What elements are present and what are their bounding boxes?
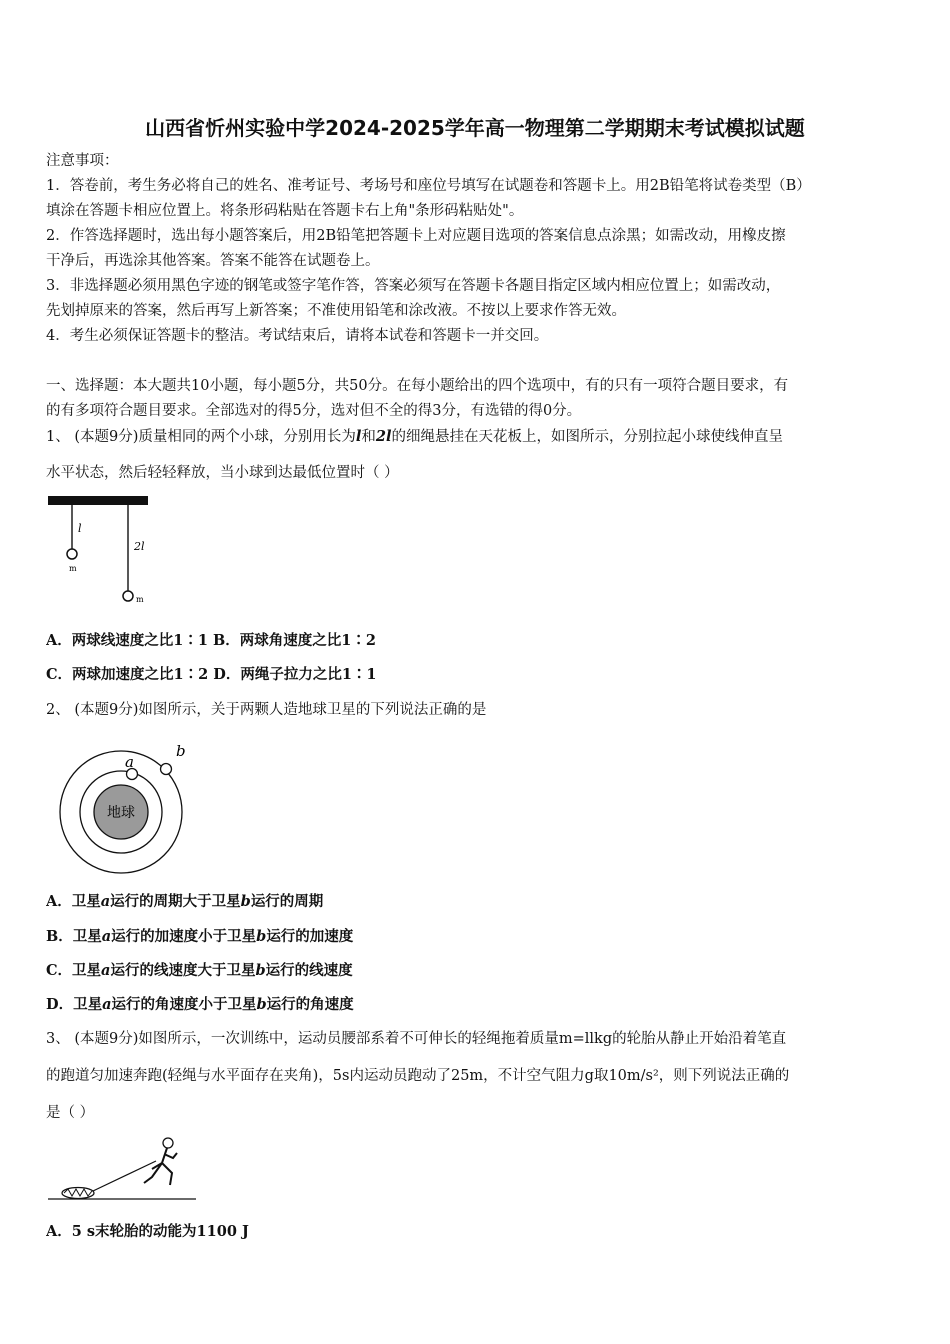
- notice-line: 填涂在答题卡相应位置上。将条形码粘贴在答题卡右上角"条形码粘贴处"。: [46, 203, 524, 219]
- q2-option-a: [46, 891, 908, 913]
- option-text: 运行的线速度: [265, 962, 353, 979]
- question-3-stem: 3、 (本题9分)如图所示，一次训练中，运动员腰部系着不可伸长的轻绳拖着质量m=llkg的轮胎从静止开始沿着笔直: [46, 1031, 787, 1047]
- question-1-stem: [46, 426, 908, 448]
- notice-line: 干净后，再选涂其他答案。答案不能答在试题卷上。: [46, 253, 380, 269]
- option-text: 运行的周期大于卫星: [110, 893, 241, 910]
- label-m2: m: [136, 595, 144, 604]
- satellite-b: [161, 764, 172, 775]
- option-text: 卫星: [71, 893, 101, 910]
- section-instructions: 的有多项符合题目要求。全部选对的得5分，选对但不全的得3分，有选错的得0分。: [46, 403, 582, 419]
- question-3-stem: 是（ ）: [46, 1105, 95, 1121]
- q1-var-l: l: [355, 428, 362, 445]
- question-3-stem: 的跑道匀加速奔跑(轻绳与水平面存在夹角)，5s内运动员跑动了25m，不计空气阻力g取10m/s²，则下列说法正确的: [46, 1068, 790, 1084]
- option-text: 运行的线速度大于卫星: [110, 962, 256, 979]
- q1-prefix: 1、 (本题9分)质量相同的两个小球，分别用长为: [46, 429, 356, 445]
- option-text: 运行的加速度: [266, 928, 354, 945]
- q1-suffix: 的细绳悬挂在天花板上，如图所示，分别拉起小球使线伸直呈: [391, 429, 783, 445]
- rope: [93, 1161, 156, 1191]
- runner-body: [144, 1148, 177, 1185]
- option-var: b: [256, 996, 267, 1013]
- option-var: a: [101, 962, 111, 979]
- option-label: C．: [46, 962, 73, 979]
- option-text: 卫星: [72, 962, 102, 979]
- option-label: D．: [46, 996, 74, 1013]
- option-text: 运行的周期: [250, 893, 324, 910]
- notice-line: 3．非选择题必须用黑色字迹的钢笔或签字笔作答，答案必须写在答题卡各题目指定区域内相应位置上；如需改动，: [46, 278, 781, 294]
- notice-heading: 注意事项：: [46, 153, 119, 169]
- label-2l: 2l: [134, 540, 145, 553]
- q1-options-cd: C．两球加速度之比1∶2 D．两绳子拉力之比1∶1: [46, 666, 377, 683]
- page-title: 山西省忻州实验中学2024-2025学年高一物理第二学期期末考试模拟试题: [145, 116, 805, 140]
- option-text: 运行的加速度小于卫星: [111, 928, 257, 945]
- option-text: 卫星: [72, 928, 102, 945]
- runner-tire-figure: [46, 1133, 206, 1203]
- option-var: a: [101, 928, 112, 945]
- notice-line: 2．作答选择题时，选出每小题答案后，用2B铅笔把答题卡上对应题目选项的答案信息点涂黑；如需改动，用橡皮擦: [46, 228, 786, 244]
- q1-options-ab: A．两球线速度之比1∶1 B．两球角速度之比1∶2: [46, 632, 376, 649]
- q3-option-a: A．5 s末轮胎的动能为1100 J: [46, 1223, 249, 1240]
- option-var: a: [100, 893, 111, 910]
- q2-option-c: [46, 960, 908, 982]
- option-var: b: [240, 893, 251, 910]
- question-2-stem: 2、 (本题9分)如图所示，关于两颗人造地球卫星的下列说法正确的是: [46, 702, 487, 718]
- q1-mid: 和: [361, 429, 376, 445]
- option-text: 运行的角速度小于卫星: [111, 996, 257, 1013]
- notice-line: 1．答卷前，考生务必将自己的姓名、准考证号、考场号和座位号填写在试题卷和答题卡上。用2B铅笔将试卷类型（B）: [46, 178, 811, 194]
- option-text: 运行的角速度: [266, 996, 354, 1013]
- option-var: b: [256, 928, 267, 945]
- ceiling-bar: [48, 496, 148, 505]
- option-var: b: [255, 962, 266, 979]
- label-m1: m: [69, 564, 77, 573]
- option-text: 卫星: [73, 996, 103, 1013]
- earth-label: 地球: [107, 805, 135, 821]
- q2-option-d: [46, 994, 908, 1016]
- section-instructions: 一、选择题：本大题共10小题，每小题5分，共50分。在每小题给出的四个选项中，有的只有一项符合题目要求，有: [46, 378, 789, 394]
- runner-head: [163, 1138, 173, 1148]
- question-1-stem-line2: 水平状态，然后轻轻释放，当小球到达最低位置时（ ）: [46, 465, 399, 481]
- q2-option-b: [46, 926, 908, 948]
- option-var: a: [102, 996, 112, 1013]
- satellite-figure: [58, 740, 198, 880]
- option-label: B．: [46, 928, 73, 945]
- label-a: a: [125, 753, 134, 771]
- ball-2: [123, 591, 133, 601]
- notice-line: 先划掉原来的答案，然后再写上新答案；不准使用铅笔和涂改液。不按以上要求作答无效。: [46, 303, 626, 319]
- label-l: l: [78, 522, 82, 535]
- ball-1: [67, 549, 77, 559]
- notice-line: 4．考生必须保证答题卡的整洁。考试结束后，请将本试卷和答题卡一并交回。: [46, 328, 549, 344]
- label-b: b: [176, 742, 186, 760]
- pendulum-figure: [46, 494, 156, 609]
- option-label: A．: [46, 893, 72, 910]
- q1-var-2l: 2l: [375, 428, 392, 445]
